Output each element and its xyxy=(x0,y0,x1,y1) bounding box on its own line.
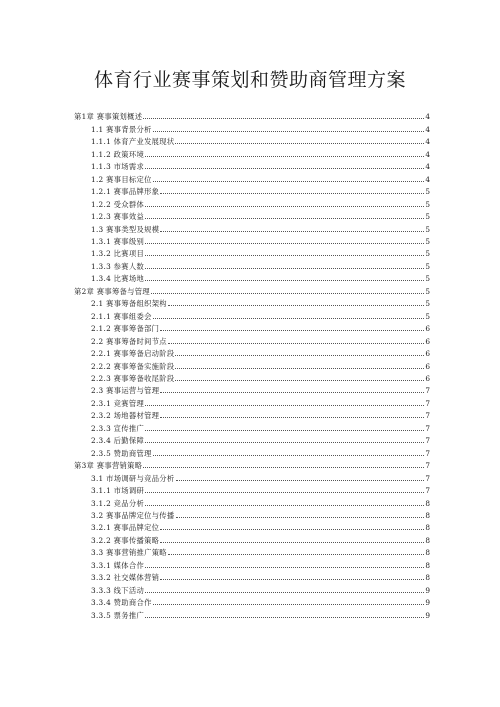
toc-dot-leader xyxy=(153,604,425,605)
toc-entry-page-number: 5 xyxy=(425,187,430,197)
toc-entry[interactable] xyxy=(74,271,430,283)
toc-entry-page-number: 5 xyxy=(425,249,430,259)
toc-entry-label: 1.3.3 参赛人数 xyxy=(91,261,145,271)
toc-dot-leader xyxy=(145,218,424,219)
toc-entry-page-number: 7 xyxy=(425,486,430,496)
toc-dot-leader xyxy=(160,231,424,232)
toc-dot-leader xyxy=(153,131,425,132)
toc-entry-page-number: 5 xyxy=(425,236,430,246)
toc-entry-page-number: 7 xyxy=(425,448,430,458)
toc-dot-leader xyxy=(160,529,424,530)
toc-entry-page-number: 9 xyxy=(425,585,430,595)
toc-entry-label: 1.1 赛事背景分析 xyxy=(91,124,152,134)
toc-entry[interactable] xyxy=(74,346,430,358)
toc-entry[interactable] xyxy=(74,308,430,320)
toc-entry-label: 1.2.2 受众群体 xyxy=(91,199,145,209)
toc-entry-label: 2.3.5 赞助商管理 xyxy=(91,448,152,458)
toc-entry-label: 3.1.1 市场调研 xyxy=(91,486,145,496)
toc-entry-label: 1.3.2 比赛项目 xyxy=(91,249,145,259)
toc-entry-page-number: 8 xyxy=(425,560,430,570)
toc-entry-page-number: 8 xyxy=(425,510,430,520)
toc-entry-page-number: 6 xyxy=(425,349,430,359)
toc-entry-label: 1.3.4 比赛场地 xyxy=(91,274,145,284)
document-title: 体育行业赛事策划和赞助商管理方案 xyxy=(93,69,406,91)
toc-entry[interactable] xyxy=(74,508,430,520)
toc-entry-label: 3.3.3 线下活动 xyxy=(91,585,145,595)
toc-entry-page-number: 5 xyxy=(425,212,430,222)
toc-entry[interactable] xyxy=(74,109,430,121)
toc-entry[interactable] xyxy=(74,333,430,345)
toc-entry-label: 2.3.4 后勤保障 xyxy=(91,436,145,446)
toc-dot-leader xyxy=(145,405,424,406)
toc-entry-label: 1.1.1 体育产业发展现状 xyxy=(91,137,175,147)
toc-entry-page-number: 6 xyxy=(425,324,430,334)
toc-dot-leader xyxy=(143,467,424,468)
toc-entry-label: 2.3.3 宣传推广 xyxy=(91,423,145,433)
toc-entry[interactable] xyxy=(74,358,430,370)
toc-entry-label: 1.2.1 赛事品牌形象 xyxy=(91,187,160,197)
toc-dot-leader xyxy=(145,243,424,244)
toc-entry[interactable] xyxy=(74,296,430,308)
toc-entry-page-number: 4 xyxy=(425,162,430,172)
toc-entry-page-number: 4 xyxy=(425,149,430,159)
toc-entry-label: 3.3.1 媒体合作 xyxy=(91,560,145,570)
toc-entry[interactable] xyxy=(74,371,430,383)
toc-entry-page-number: 5 xyxy=(425,274,430,284)
toc-dot-leader xyxy=(176,480,425,481)
toc-entry[interactable] xyxy=(74,557,430,569)
toc-entry-label: 2.1.1 赛事组委会 xyxy=(91,311,152,321)
toc-entry-page-number: 6 xyxy=(425,373,430,383)
toc-entry[interactable] xyxy=(74,159,430,171)
toc-entry-label: 1.1.3 市场需求 xyxy=(91,162,145,172)
toc-dot-leader xyxy=(160,417,424,418)
toc-dot-leader xyxy=(175,355,424,356)
toc-entry[interactable] xyxy=(74,408,430,420)
toc-entry-page-number: 8 xyxy=(425,548,430,558)
toc-dot-leader xyxy=(160,579,424,580)
toc-entry-label: 2.1.2 赛事筹备部门 xyxy=(91,324,160,334)
toc-entry-label: 1.3.1 赛事级别 xyxy=(91,236,145,246)
toc-dot-leader xyxy=(168,343,424,344)
toc-dot-leader xyxy=(176,517,425,518)
toc-dot-leader xyxy=(145,168,424,169)
toc-entry[interactable] xyxy=(74,146,430,158)
toc-dot-leader xyxy=(175,380,424,381)
toc-entry-label: 1.1.2 政策环境 xyxy=(91,149,145,159)
toc-entry[interactable] xyxy=(74,246,430,258)
toc-entry-label: 3.3.4 赞助商合作 xyxy=(91,598,152,608)
table-of-contents xyxy=(74,109,430,620)
toc-entry-page-number: 5 xyxy=(425,311,430,321)
toc-dot-leader xyxy=(151,293,424,294)
toc-entry-label: 3.3.5 票务推广 xyxy=(91,610,145,620)
toc-entry-page-number: 5 xyxy=(425,199,430,209)
toc-entry-label: 第2章 赛事筹备与管理 xyxy=(74,286,150,296)
toc-entry-label: 1.3 赛事类型及规模 xyxy=(91,224,160,234)
toc-entry[interactable] xyxy=(74,321,430,333)
toc-dot-leader xyxy=(145,492,424,493)
toc-entry[interactable] xyxy=(74,582,430,594)
toc-entry-label: 2.2.3 赛事筹备收尾阶段 xyxy=(91,373,175,383)
toc-entry-page-number: 7 xyxy=(425,461,430,471)
toc-entry[interactable] xyxy=(74,283,430,295)
toc-entry-page-number: 7 xyxy=(425,436,430,446)
toc-entry-label: 2.3.2 场地器材管理 xyxy=(91,411,160,421)
toc-dot-leader xyxy=(160,193,424,194)
toc-dot-leader xyxy=(145,505,424,506)
toc-dot-leader xyxy=(145,255,424,256)
toc-entry[interactable] xyxy=(74,520,430,532)
toc-entry-page-number: 8 xyxy=(425,523,430,533)
toc-entry-label: 3.3.2 社交媒体营销 xyxy=(91,573,160,583)
toc-entry[interactable] xyxy=(74,171,430,183)
toc-entry-label: 3.3 赛事营销推广策略 xyxy=(91,548,167,558)
toc-entry[interactable] xyxy=(74,532,430,544)
toc-entry-label: 2.3.1 竞赛管理 xyxy=(91,398,145,408)
toc-entry-label: 1.2.3 赛事效益 xyxy=(91,212,145,222)
toc-dot-leader xyxy=(145,442,424,443)
toc-dot-leader xyxy=(175,143,424,144)
toc-entry-label: 2.2 赛事筹备时间节点 xyxy=(91,336,167,346)
toc-entry[interactable] xyxy=(74,234,430,246)
toc-entry-page-number: 5 xyxy=(425,261,430,271)
toc-dot-leader xyxy=(145,592,424,593)
toc-entry-page-number: 5 xyxy=(425,286,430,296)
toc-entry-page-number: 6 xyxy=(425,336,430,346)
toc-entry-label: 第3章 赛事营销策略 xyxy=(74,461,143,471)
toc-entry[interactable] xyxy=(74,570,430,582)
toc-dot-leader xyxy=(175,368,424,369)
toc-entry-page-number: 9 xyxy=(425,610,430,620)
toc-entry-page-number: 4 xyxy=(425,174,430,184)
toc-entry-label: 2.1 赛事筹备组织架构 xyxy=(91,299,167,309)
toc-entry-page-number: 6 xyxy=(425,361,430,371)
toc-entry-page-number: 8 xyxy=(425,573,430,583)
toc-entry-label: 2.2.1 赛事筹备启动阶段 xyxy=(91,349,175,359)
toc-entry[interactable] xyxy=(74,121,430,133)
toc-dot-leader xyxy=(168,305,424,306)
toc-entry-page-number: 4 xyxy=(425,112,430,122)
toc-entry-page-number: 7 xyxy=(425,411,430,421)
toc-dot-leader xyxy=(160,392,424,393)
toc-entry-page-number: 7 xyxy=(425,398,430,408)
toc-dot-leader xyxy=(160,542,424,543)
toc-entry[interactable] xyxy=(74,134,430,146)
toc-entry[interactable] xyxy=(74,395,430,407)
toc-entry[interactable] xyxy=(74,595,430,607)
toc-entry-page-number: 8 xyxy=(425,498,430,508)
toc-entry-label: 3.2.1 赛事品牌定位 xyxy=(91,523,160,533)
toc-entry-label: 1.2 赛事目标定位 xyxy=(91,174,152,184)
toc-entry[interactable] xyxy=(74,184,430,196)
toc-entry[interactable] xyxy=(74,383,430,395)
toc-entry-page-number: 5 xyxy=(425,299,430,309)
toc-dot-leader xyxy=(143,118,424,119)
toc-entry-page-number: 7 xyxy=(425,386,430,396)
toc-entry-page-number: 7 xyxy=(425,473,430,483)
toc-entry[interactable] xyxy=(74,221,430,233)
toc-entry-label: 3.2.2 赛事传播策略 xyxy=(91,535,160,545)
toc-entry[interactable] xyxy=(74,258,430,270)
toc-entry-label: 3.1.2 竞品分析 xyxy=(91,498,145,508)
toc-entry-page-number: 4 xyxy=(425,124,430,134)
toc-entry[interactable] xyxy=(74,545,430,557)
toc-entry[interactable] xyxy=(74,483,430,495)
toc-entry[interactable] xyxy=(74,209,430,221)
toc-entry[interactable] xyxy=(74,445,430,457)
toc-entry[interactable] xyxy=(74,420,430,432)
toc-dot-leader xyxy=(145,617,424,618)
toc-entry-label: 第1章 赛事策划概述 xyxy=(74,112,143,122)
toc-entry[interactable] xyxy=(74,495,430,507)
toc-entry-page-number: 4 xyxy=(425,137,430,147)
toc-dot-leader xyxy=(160,330,424,331)
toc-entry-label: 3.2 赛事品牌定位与传播 xyxy=(91,510,175,520)
toc-entry-label: 2.2.2 赛事筹备实施阶段 xyxy=(91,361,175,371)
toc-dot-leader xyxy=(145,430,424,431)
toc-entry[interactable] xyxy=(74,433,430,445)
toc-dot-leader xyxy=(153,181,425,182)
toc-entry[interactable] xyxy=(74,196,430,208)
toc-dot-leader xyxy=(145,567,424,568)
toc-dot-leader xyxy=(168,554,424,555)
toc-dot-leader xyxy=(153,455,425,456)
toc-entry-page-number: 9 xyxy=(425,598,430,608)
toc-entry-page-number: 8 xyxy=(425,535,430,545)
toc-entry-page-number: 5 xyxy=(425,224,430,234)
toc-dot-leader xyxy=(153,318,425,319)
toc-dot-leader xyxy=(145,280,424,281)
toc-entry-label: 2.3 赛事运营与管理 xyxy=(91,386,160,396)
toc-entry-page-number: 7 xyxy=(425,423,430,433)
toc-dot-leader xyxy=(145,156,424,157)
toc-entry[interactable] xyxy=(74,458,430,470)
toc-entry-label: 3.1 市场调研与竞品分析 xyxy=(91,473,175,483)
toc-entry[interactable] xyxy=(74,607,430,619)
toc-entry[interactable] xyxy=(74,470,430,482)
toc-dot-leader xyxy=(145,268,424,269)
toc-dot-leader xyxy=(145,206,424,207)
